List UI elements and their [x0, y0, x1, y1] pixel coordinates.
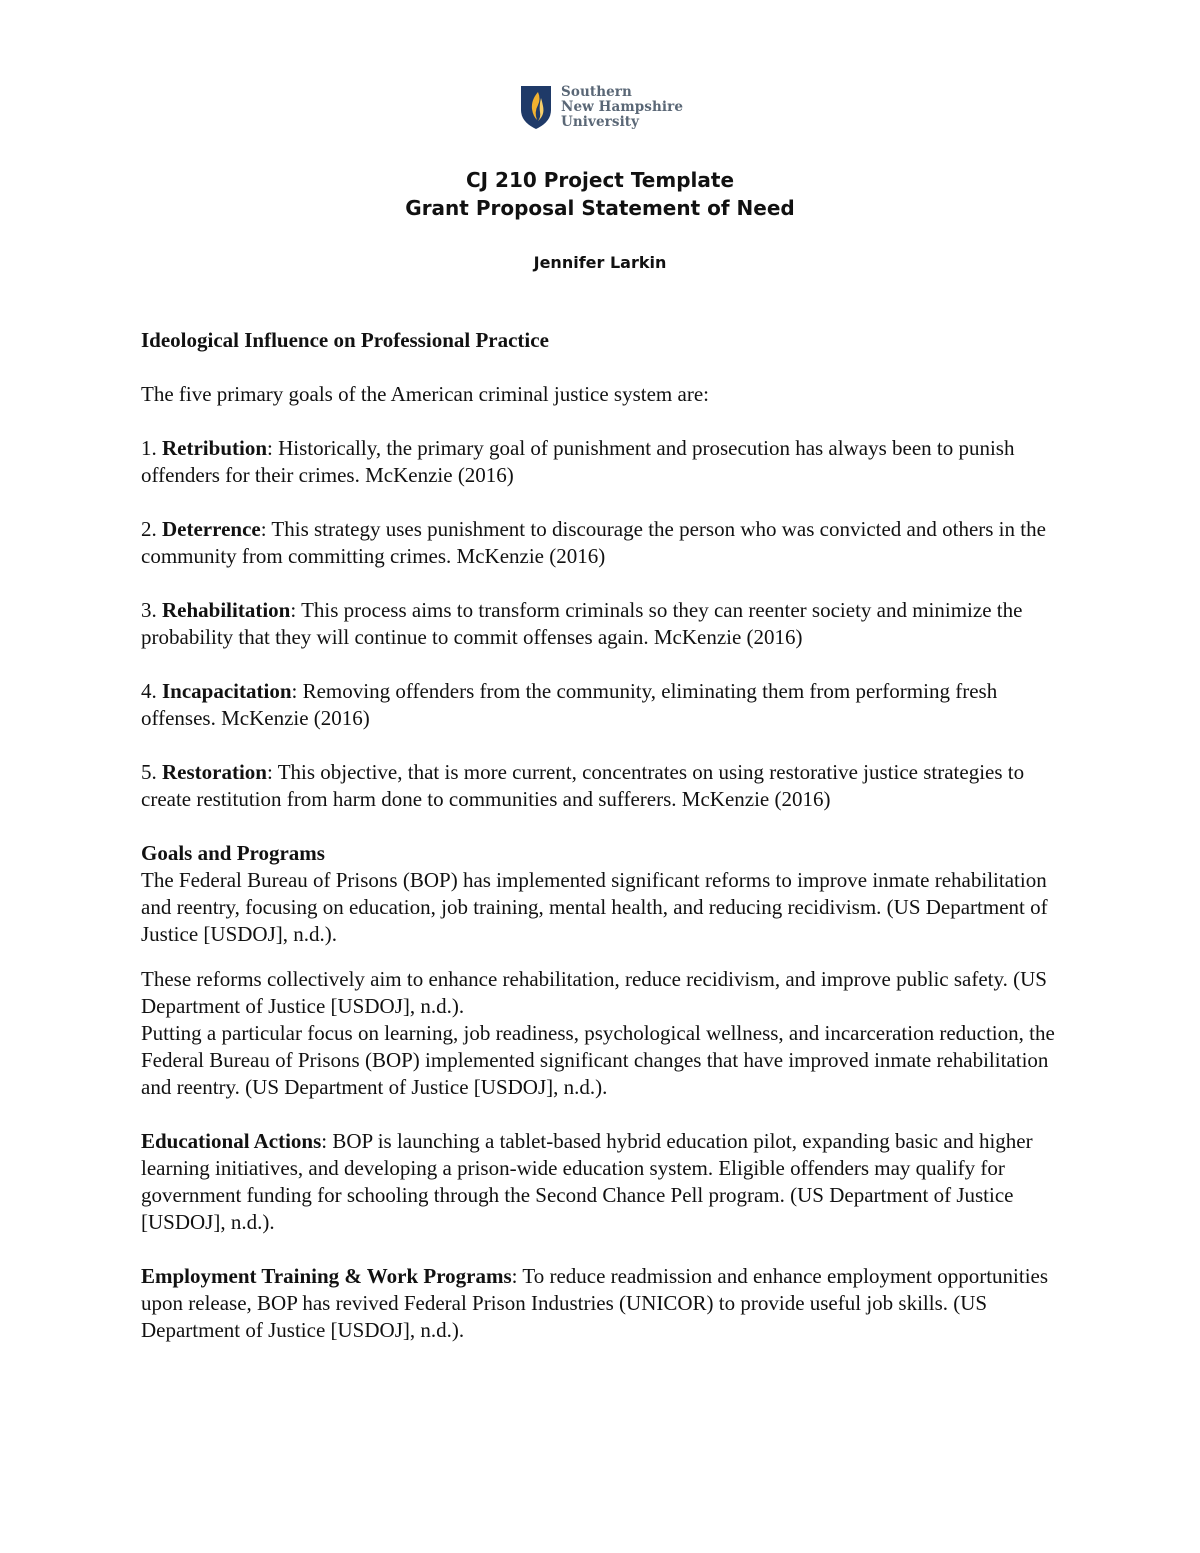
goal-text: : Historically, the primary goal of punishment and prosecution has always been to punish offenders for their crimes. McKenzie (2016) — [141, 436, 1015, 487]
logo-wordmark — [561, 85, 683, 130]
goals-paragraph-2: These reforms collectively aim to enhance rehabilitation, reduce recidivism, and improve public safety. (US Department of Justice [USDOJ], n.d.). — [141, 967, 1047, 1018]
goal-term: Retribution — [162, 436, 267, 460]
educational-actions-paragraph — [141, 1128, 1071, 1236]
goals-paragraph-3: Putting a particular focus on learning, job readiness, psychological wellness, and incarceration reduction, the Federal Bureau of Prisons (BOP) implemented significant changes that have improved inmate rehabilitation and reentry. (US Department of Justice [USDOJ], n.d.). — [141, 1021, 1055, 1099]
spacer — [141, 1101, 1071, 1128]
goal-text: : This objective, that is more current, concentrates on using restorative justice strategies to create restitution from harm done to communities and sufferers. McKenzie (2016) — [141, 760, 1025, 811]
goal-number: 4. — [141, 679, 162, 703]
goal-text: : Removing offenders from the community, eliminating them from performing fresh offenses. McKenzie (2016) — [141, 679, 998, 730]
spacer — [141, 570, 1071, 597]
goal-term: Deterrence — [162, 517, 261, 541]
logo-line-1: Southern — [561, 84, 632, 100]
goal-item-retribution — [141, 435, 1071, 489]
goal-text: : This strategy uses punishment to discourage the person who was convicted and others in the community from committing crimes. McKenzie (2016) — [141, 517, 1046, 568]
spacer — [141, 732, 1071, 759]
goal-number: 3. — [141, 598, 162, 622]
section-heading-goals-programs: Goals and Programs — [141, 841, 325, 865]
goal-text: : This process aims to transform criminals so they can reenter society and minimize the probability that they will continue to commit offenses again. McKenzie (2016) — [141, 598, 1023, 649]
spacer — [141, 354, 1071, 381]
logo-line-3: University — [561, 114, 640, 130]
goal-item-restoration — [141, 759, 1071, 813]
spacer — [141, 948, 1071, 966]
employment-training-text: : To reduce readmission and enhance employment opportunities upon release, BOP has revived Federal Prison Industries (UNICOR) to provide useful job skills. (US Department of Justice [USDOJ], n.d.). — [141, 1264, 1049, 1342]
document-body — [141, 327, 1071, 1344]
document-title: CJ 210 Project Template — [465, 168, 735, 192]
goal-term: Restoration — [162, 760, 267, 784]
goal-term: Rehabilitation — [162, 598, 291, 622]
spacer — [141, 489, 1071, 516]
goal-number: 1. — [141, 436, 162, 460]
intro-paragraph: The five primary goals of the American criminal justice system are: — [141, 382, 709, 406]
logo-line-2: New Hampshire — [561, 99, 684, 115]
spacer — [141, 1236, 1071, 1263]
goal-number: 5. — [141, 760, 162, 784]
author-name: Jennifer Larkin — [533, 253, 667, 272]
goal-item-rehabilitation — [141, 597, 1071, 651]
employment-training-paragraph — [141, 1263, 1071, 1344]
goal-number: 2. — [141, 517, 162, 541]
educational-actions-term: Educational Actions — [141, 1129, 322, 1153]
educational-actions-text: : BOP is launching a tablet-based hybrid education pilot, expanding basic and higher learning initiatives, and developing a prison-wide education system. Eligible offenders may qualify for government funding for schooling through the Second Chance Pell program. (US Department of Justice [USDOJ], n.d.). — [141, 1129, 1033, 1234]
goal-item-deterrence — [141, 516, 1071, 570]
goal-term: Incapacitation — [162, 679, 292, 703]
spacer — [141, 651, 1071, 678]
employment-training-term: Employment Training & Work Programs — [141, 1264, 512, 1288]
spacer — [141, 408, 1071, 435]
section-heading-ideological: Ideological Influence on Professional Practice — [141, 328, 549, 352]
goals-paragraph-1: The Federal Bureau of Prisons (BOP) has implemented significant reforms to improve inmate rehabilitation and reentry, focusing on education, job training, mental health, and reducing recidivism. (US Department of Justice [USDOJ], n.d.). — [141, 868, 1048, 946]
flame-shield-icon — [519, 84, 553, 130]
document-subtitle: Grant Proposal Statement of Need — [405, 196, 795, 220]
goal-item-incapacitation — [141, 678, 1071, 732]
spacer — [141, 813, 1071, 840]
university-logo — [519, 84, 683, 130]
